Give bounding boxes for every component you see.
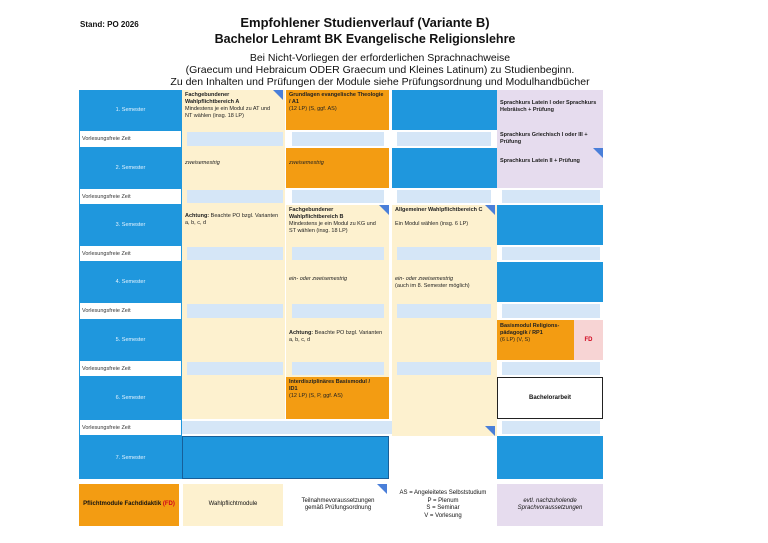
legend-abbreviations: AS = Angeleitetes Selbststudium P = Plenum S = Seminar V = Vorlesung (393, 484, 493, 526)
col-d-sem4 (497, 262, 603, 302)
wp-c-note: ein- oder zweisemestrig (395, 276, 454, 282)
break-slot (292, 247, 384, 260)
semester-1-label: 1. Semester (79, 90, 182, 130)
break-slot (187, 190, 283, 203)
wp-c-note-2: (auch im 8. Semester möglich) (395, 283, 470, 289)
prerequisite-marker-icon (377, 484, 387, 494)
language-course-2-label: Sprachkurs Griechisch I oder III + Prüfung (500, 132, 588, 145)
col-d-sem7 (497, 436, 603, 479)
rp1-title: Basismodul Religions-pädagogik / RP1 (500, 323, 560, 336)
semester-3-label: 3. Semester (79, 205, 182, 245)
break-slot (397, 304, 491, 318)
language-course-1-label: Sprachkurs Latein I oder Sprachkurs Hebräisch + Prüfung (500, 100, 597, 113)
prerequisite-marker-icon (485, 426, 495, 436)
prerequisite-marker-icon (485, 205, 495, 215)
break-label-5: Vorlesungsfreie Zeit (79, 360, 182, 377)
break-slot (292, 362, 384, 375)
a1-module-cont (286, 148, 389, 188)
wp-a-achtung: Achtung: Beachte PO bzgl. Varianten a, b, c, d (185, 213, 279, 226)
break-slot (292, 304, 384, 318)
a1-title: Grundlagen evangelische Theologie / A1 (289, 92, 384, 105)
col-ab-sem7 (182, 436, 389, 479)
col-d-sem3 (497, 205, 603, 245)
wp-c-title: Allgemeiner Wahlpflichtbereich C (395, 207, 483, 213)
legend-sprachvoraussetzungen: evtl. nachzuholende Sprachvoraussetzungen (497, 484, 603, 526)
language-course-3 (497, 148, 603, 188)
break-slot (397, 132, 491, 146)
break-slot (502, 421, 600, 434)
wp-a-note: zweisemestrig (185, 160, 220, 166)
intro-line-2: (Graecum und Hebraicum ODER Graecum und Kleines Latinum) zu Studienbeginn. (185, 64, 575, 76)
break-slot (397, 247, 491, 260)
legend-teilnahme: Teilnahmevoraussetzungen gemäß Prüfungsordnung (287, 484, 389, 526)
legend-pflichtmodule: Pflichtmodule Fachdidaktik (FD) (79, 484, 179, 526)
a1-body: (12 LP) (S, ggf. AS) (289, 106, 337, 112)
study-plan-grid (79, 90, 603, 479)
break-slot (502, 247, 600, 260)
break-slot (187, 362, 283, 375)
break-slot (187, 304, 283, 318)
col-c-sem1 (392, 90, 497, 130)
a1-note: zweisemestrig (289, 160, 324, 166)
prerequisite-marker-icon (379, 205, 389, 215)
fd-marker: FD (574, 320, 603, 360)
break-slot (397, 190, 491, 203)
semester-4-label: 4. Semester (79, 262, 182, 302)
break-label-1: Vorlesungsfreie Zeit (79, 130, 182, 148)
break-slot (187, 132, 283, 146)
semester-5-label: 5. Semester (79, 320, 182, 360)
wp-b-note: ein- oder zweisemestrig (289, 276, 348, 282)
break-label-6: Vorlesungsfreie Zeit (79, 419, 182, 436)
wp-c-body: Ein Modul wählen (insg. 6 LP) (395, 221, 469, 227)
break-label-3: Vorlesungsfreie Zeit (79, 245, 182, 262)
id1-body: (12 LP) (S, P, ggf. AS) (289, 393, 343, 399)
semester-6-label: 6. Semester (79, 377, 182, 419)
wp-b-body: Mindestens je ein Modul zu KG und ST wählen (insg. 18 LP) (289, 221, 376, 234)
page-title: Empfohlener Studienverlauf (Variante B) (240, 15, 490, 30)
legend-wahlpflicht: Wahlpflichtmodule (183, 484, 283, 526)
stand-label: Stand: PO 2026 (80, 20, 139, 29)
id1-title: Interdisziplinäres Basismodul / ID1 (289, 379, 370, 392)
rp1-body: (6 LP) (V, S) (500, 337, 531, 343)
wahlpflicht-c-column (392, 205, 497, 436)
break-slot (187, 247, 283, 260)
col-c-sem2 (392, 148, 497, 188)
wp-b-title: Fachgebundener Wahlpflichtbereich B (289, 207, 344, 220)
break-slot (502, 190, 600, 203)
bachelor-thesis: Bachelorarbeit (497, 377, 603, 419)
break-slot (292, 190, 384, 203)
break-label-2: Vorlesungsfreie Zeit (79, 188, 182, 205)
intro-line-3: Zu den Inhalten und Prüfungen der Module siehe Prüfungsordnung und Modulhandbücher (170, 76, 590, 88)
wp-a-body: Mindestens je ein Modul zu AT und NT wählen (insg. 18 LP) (185, 106, 271, 119)
page-subtitle: Bachelor Lehramt BK Evangelische Religionslehre (214, 32, 516, 46)
break-slot (397, 362, 491, 375)
prerequisite-marker-icon (273, 90, 283, 100)
semester-2-label: 2. Semester (79, 148, 182, 188)
language-course-3-label: Sprachkurs Latein II + Prüfung (500, 158, 580, 164)
break-slot (292, 132, 384, 146)
prerequisite-marker-icon (593, 148, 603, 158)
wp-a-title: Fachgebundener Wahlpflichtbereich A (185, 92, 240, 105)
break-slot (182, 421, 392, 434)
semester-7-label: 7. Semester (79, 436, 182, 479)
break-slot (502, 362, 600, 375)
intro-line-1: Bei Nicht-Vorliegen der erforderlichen Sprachnachweise (249, 52, 511, 64)
wp-b-achtung: Achtung: Beachte PO bzgl. Varianten a, b, c, d (289, 330, 383, 343)
break-slot (502, 304, 600, 318)
break-label-4: Vorlesungsfreie Zeit (79, 302, 182, 320)
